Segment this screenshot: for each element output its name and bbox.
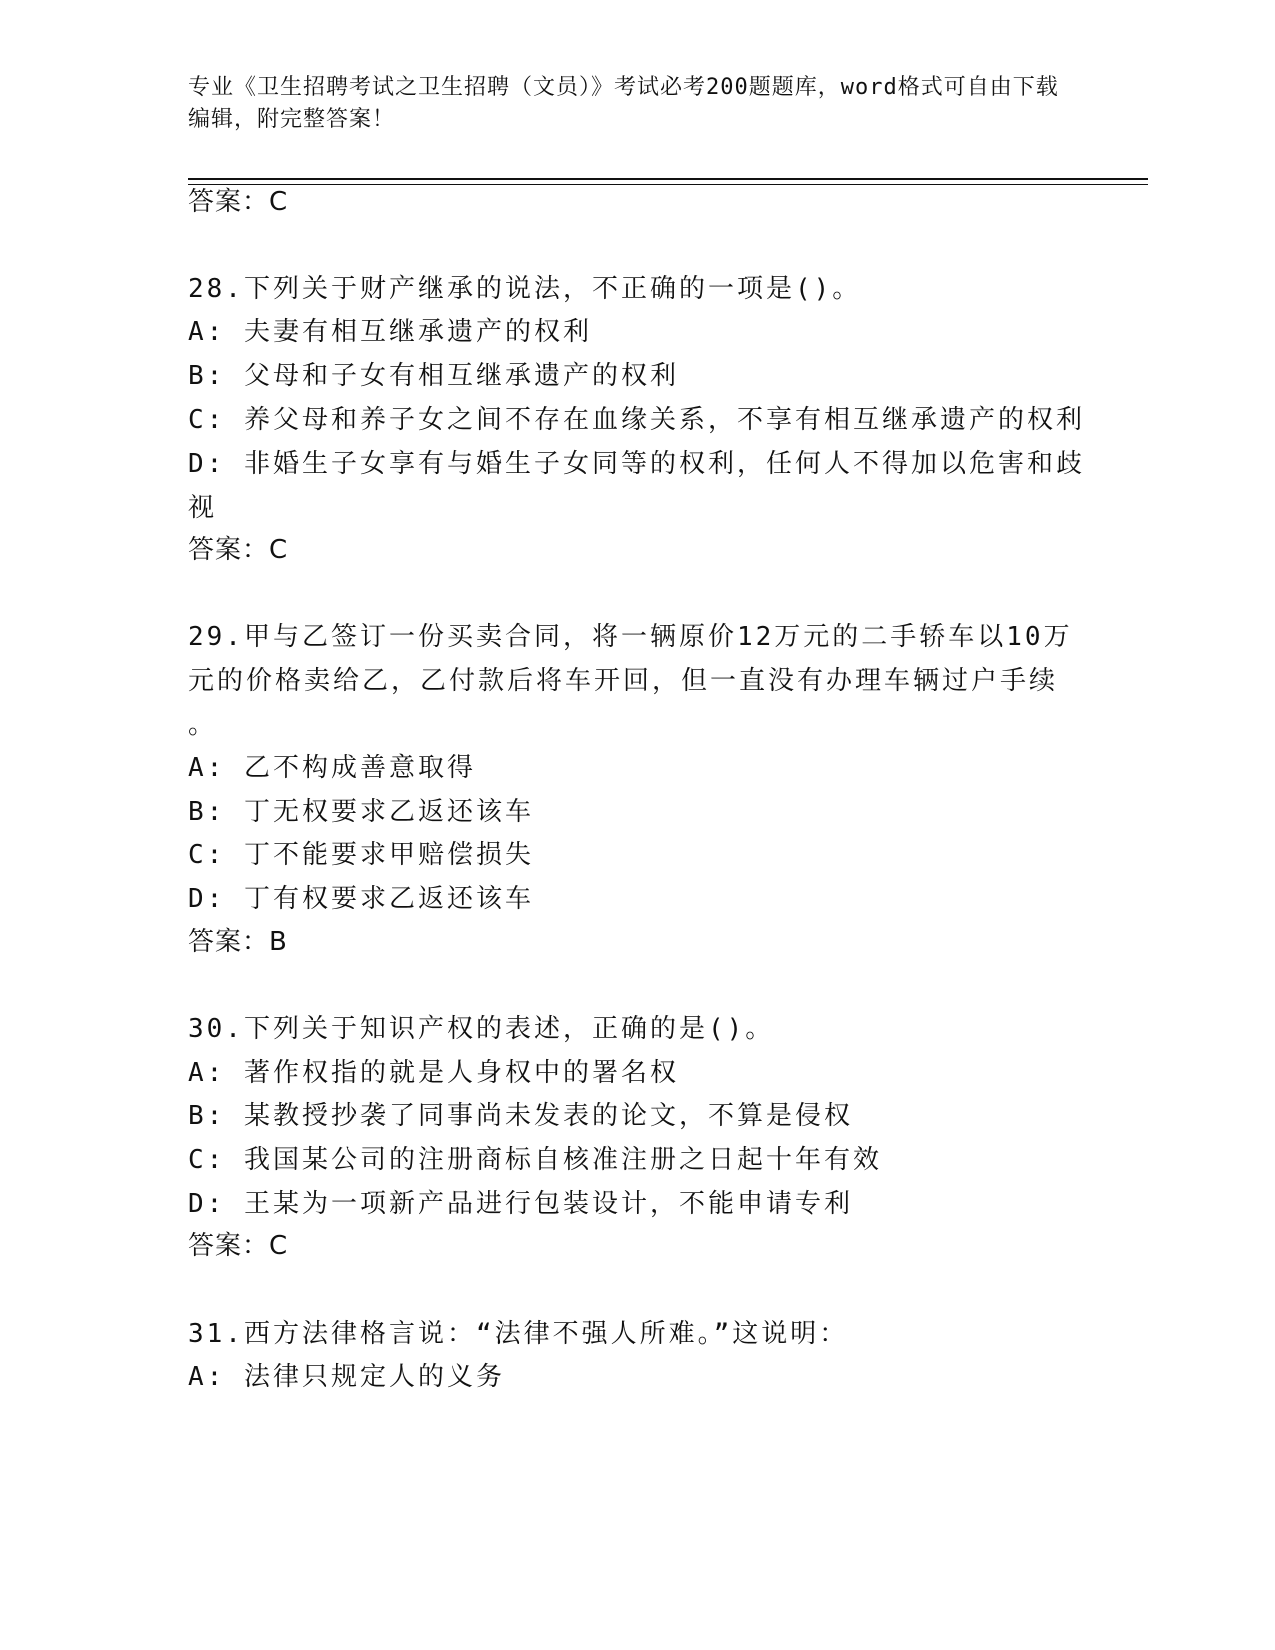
question-31-option-a: A: 法律只规定人的义务 (188, 1362, 505, 1392)
question-30-stem: 30.下列关于知识产权的表述，正确的是()。 (188, 1014, 775, 1044)
question-28-option-d-cont: 视 (188, 493, 218, 523)
question-29-option-b: B: 丁无权要求乙返还该车 (188, 797, 534, 827)
question-28-option-b: B: 父母和子女有相互继承遗产的权利 (188, 361, 679, 391)
question-29-stem-cont: 元的价格卖给乙，乙付款后将车开回，但一直没有办理车辆过户手续 (188, 666, 1059, 696)
answer-29: 答案：B (188, 927, 288, 957)
question-30-option-c: C: 我国某公司的注册商标自核准注册之日起十年有效 (188, 1145, 882, 1175)
question-29-option-c: C: 丁不能要求甲赔偿损失 (188, 840, 534, 870)
question-30-option-d: D: 王某为一项新产品进行包装设计，不能申请专利 (188, 1189, 853, 1219)
answer-27: 答案：C (188, 187, 289, 217)
question-28-option-c: C: 养父母和养子女之间不存在血缘关系，不享有相互继承遗产的权利 (188, 405, 1085, 435)
question-28-option-d: D: 非婚生子女享有与婚生子女同等的权利，任何人不得加以危害和歧 (188, 449, 1085, 479)
question-29-stem-end: 。 (188, 710, 218, 740)
answer-30: 答案：C (188, 1231, 289, 1261)
question-30-option-b: B: 某教授抄袭了同事尚未发表的论文，不算是侵权 (188, 1101, 853, 1131)
question-28-option-a: A: 夫妻有相互继承遗产的权利 (188, 317, 592, 347)
question-30-option-a: A: 著作权指的就是人身权中的署名权 (188, 1058, 679, 1088)
question-29-option-d: D: 丁有权要求乙返还该车 (188, 884, 534, 914)
question-28-stem: 28.下列关于财产继承的说法，不正确的一项是()。 (188, 274, 862, 304)
question-29-stem: 29.甲与乙签订一份买卖合同，将一辆原价12万元的二手轿车以10万 (188, 622, 1073, 652)
header-rule-thick (188, 178, 1148, 180)
question-29-option-a: A: 乙不构成善意取得 (188, 753, 476, 783)
question-31-stem: 31.西方法律格言说：“法律不强人所难。”这说明： (188, 1319, 849, 1349)
document-header: 专业《卫生招聘考试之卫生招聘（文员）》考试必考200题题库，word格式可自由下载编辑，附完整答案！ (188, 75, 1059, 132)
answer-28: 答案：C (188, 535, 289, 565)
